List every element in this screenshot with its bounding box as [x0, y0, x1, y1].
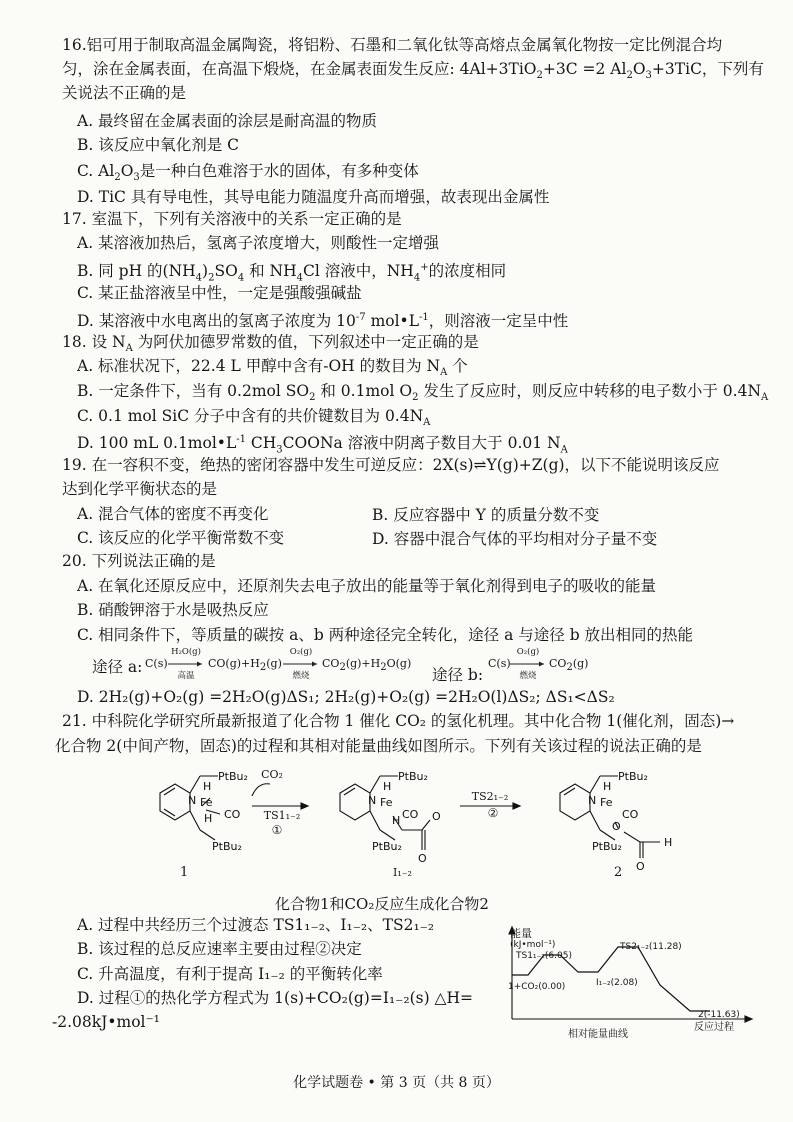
q20-option-c: C. 相同条件下，等质量的碳按 a、b 两种途径完全转化，途径 a 与途径 b 放出相同的热能 — [77, 626, 694, 644]
svg-text:PtBu₂: PtBu₂ — [592, 840, 622, 853]
arrow2-ts-label: TS2₁₋₂ — [471, 790, 509, 803]
q18-option-b: B. 一定条件下，当有 0.2mol $SO_2$ 和 0.1mol $O_2$ 发生了反应时，则反应中转移的电子数小于 $0.4N_A$ — [77, 382, 769, 404]
svg-text:CO: CO — [402, 808, 419, 821]
q21-option-d: D. 过程①的热化学方程式为 1(s)+CO₂(g)=I₁₋₂(s) △H= — [77, 989, 473, 1007]
q19-option-b: B. 反应容器中 Y 的质量分数不变 — [372, 506, 600, 524]
svg-text:Fe: Fe — [200, 796, 213, 809]
plot-ts2-label: TS2₁₋₂(11.28) — [620, 942, 682, 952]
svg-text:CO: CO — [622, 808, 639, 821]
q19-option-a: A. 混合气体的密度不再变化 — [77, 505, 269, 523]
q16-line3: 关说法不正确的是 — [62, 84, 187, 102]
route-b-start: C(s) — [488, 657, 511, 670]
q20-stem: 20. 下列说法正确的是 — [62, 552, 216, 570]
q18-option-a: A. 标准状况下，22.4 L 甲醇中含有-OH 的数目为 $N_A$ 个 — [77, 357, 468, 379]
q21-line2: 化合物 2(中间产物，固态)的过程和其相对能量曲线如图所示。下列有关该过程的说法正确的是 — [55, 737, 702, 755]
route-a-arrow2 — [283, 660, 319, 668]
svg-text:H: H — [203, 780, 212, 793]
compound-2-label: 2 — [614, 865, 623, 880]
q21-option-b: B. 该过程的总反应速率主要由过程②决定 — [77, 940, 362, 958]
plot-caption: 相对能量曲线 — [568, 1029, 628, 1040]
svg-text:CO: CO — [224, 808, 241, 821]
arrow2-step-number: ② — [487, 806, 499, 820]
q16-line2: 匀，涂在金属表面，在高温下煅烧，在金属表面发生反应: 4Al+3TiO$_2$+3C =2 $Al_2O_3+3TiC$，下列有 — [62, 60, 764, 82]
svg-text:N: N — [588, 794, 597, 807]
q19-option-d: D. 容器中混合气体的平均相对分子量不变 — [372, 530, 658, 548]
compound-1-label: 1 — [180, 865, 189, 880]
q19-option-c: C. 该反应的化学平衡常数不变 — [77, 529, 285, 547]
q16-option-c: C. $Al_2O_3$是一种白色难溶于水的固体，有多种变体 — [77, 162, 419, 184]
route-a-start: C(s) — [145, 657, 168, 670]
plot-intermediate-label: I₁₋₂(2.08) — [596, 978, 638, 988]
q18-stem: 18. 设 $N_A$ 为阿伏加德罗常数的值，下列叙述中一定正确的是 — [62, 333, 479, 355]
svg-text:H: H — [664, 836, 673, 849]
plot-y-label: 能量 — [510, 927, 532, 940]
arrow1-reagent: CO₂ — [261, 768, 283, 781]
svg-text:O: O — [612, 820, 621, 833]
q21-option-a: A. 过程中共经历三个过渡态 TS1₁₋₂、I₁₋₂、TS2₁₋₂ — [77, 916, 435, 934]
plot-y-unit: (kJ•mol⁻¹) — [510, 940, 556, 950]
svg-text:H: H — [383, 780, 392, 793]
arrow1-step-number: ① — [271, 823, 283, 837]
route-a-mid: $CO(g)+H_2(g)$ — [208, 657, 282, 674]
svg-text:H: H — [603, 780, 612, 793]
route-a-cond2: 燃烧 — [292, 671, 310, 681]
q17-option-c: C. 某正盐溶液呈中性，一定是强酸强碱盐 — [77, 284, 362, 302]
route-b-label: 途径 b: — [432, 666, 484, 684]
arrow1-ts-label: TS1₁₋₂ — [263, 809, 301, 822]
q16-option-d: D. TiC 具有导电性，其导电能力随温度升高而增强，故表现出金属性 — [77, 188, 550, 206]
reaction-scheme — [140, 758, 720, 893]
q16-line1: 16.铝可用于制取高温金属陶瓷，将铝粉、石墨和二氧化钛等高熔点金属氧化物按一定比例混合均 — [62, 36, 723, 54]
svg-text:PtBu₂: PtBu₂ — [218, 770, 248, 783]
route-a-label: 途径 a: — [92, 658, 143, 676]
q17-stem: 17. 室温下，下列有关溶液中的关系一定正确的是 — [62, 210, 402, 228]
page-footer: 化学试题卷 • 第 3 页（共 8 页） — [293, 1075, 500, 1091]
plot-end-label: 2(-11.63) — [698, 1010, 740, 1020]
plot-ts1-label: TS1₁₋₂(6.05) — [516, 951, 572, 961]
q19-line2: 达到化学平衡状态的是 — [62, 480, 218, 498]
q20-option-b: B. 硝酸钾溶于水是吸热反应 — [77, 601, 269, 619]
svg-text:PtBu₂: PtBu₂ — [212, 840, 242, 853]
svg-text:Fe: Fe — [380, 796, 393, 809]
svg-text:N: N — [368, 794, 377, 807]
svg-text:PtBu₂: PtBu₂ — [372, 840, 402, 853]
svg-text:O: O — [432, 810, 441, 823]
q18-option-d: D. 100 mL $0.1mol•L^{-1}$ $CH_3COONa$ 溶液中阴离子数目大于 0.01 $N_A$ — [77, 434, 568, 456]
svg-text:Fe: Fe — [600, 796, 613, 809]
svg-text:PtBu₂: PtBu₂ — [398, 770, 428, 783]
q17-option-a: A. 某溶液加热后，氢离子浓度增大，则酸性一定增强 — [77, 234, 440, 252]
route-b-arrow — [510, 660, 546, 668]
route-a-cond1: 高温 — [177, 671, 195, 681]
svg-text:O: O — [418, 852, 427, 865]
compound-i-label: I₁₋₂ — [393, 866, 412, 879]
svg-text:O: O — [636, 860, 645, 873]
q17-option-b: B. 同 pH 的$(NH_4)_2SO_4$ 和 $NH_4Cl$ 溶液中，$NH_4^+$的浓度相同 — [77, 262, 507, 284]
q20-option-d: D. 2H₂(g)+O₂(g) =2H₂O(g)ΔS₁; 2H₂(g)+O₂(g) =2H₂O(l)ΔS₂; ΔS₁<ΔS₂ — [77, 688, 615, 706]
svg-text:H: H — [392, 814, 401, 827]
scheme-caption: 化合物1和CO₂反应生成化合物2 — [275, 895, 489, 913]
route-b-reagent: O₂(g) — [516, 647, 540, 657]
svg-text:PtBu₂: PtBu₂ — [618, 770, 648, 783]
svg-text:N: N — [188, 794, 197, 807]
q17-option-d: D. 某溶液中水电离出的氢离子浓度为 $10^{-7}$ $mol•L^{-1}$，则溶液一定呈中性 — [77, 312, 569, 331]
q21-line1: 21. 中科院化学研究所最新报道了化合物 1 催化 CO₂ 的氢化机理。其中化合物 1(催化剂，固态)→ — [62, 712, 735, 730]
q19-line1: 19. 在一容积不变，绝热的密闭容器中发生可逆反应：2X(s)⇌Y(g)+Z(g)，以下不能说明该反应 — [62, 456, 720, 474]
q21-option-d-cont: -2.08kJ•mol⁻¹ — [52, 1013, 160, 1031]
route-a-reagent1: H₂O(g) — [171, 647, 201, 657]
route-a-arrow1 — [168, 660, 204, 668]
q21-option-c: C. 升高温度，有利于提高 I₁₋₂ 的平衡转化率 — [77, 965, 383, 983]
q20-option-a: A. 在氧化还原反应中，还原剂失去电子放出的能量等于氧化剂得到电子的吸收的能量 — [77, 577, 657, 595]
route-b-end: $CO_2(g)$ — [549, 657, 589, 674]
route-a-reagent2: O₂(g) — [289, 647, 313, 657]
plot-x-label: 反应过程 — [694, 1022, 734, 1033]
svg-text:H: H — [204, 812, 213, 825]
route-b-cond: 燃烧 — [519, 671, 537, 681]
q16-option-a: A. 最终留在金属表面的涂层是耐高温的物质 — [77, 112, 378, 130]
q16-option-b: B. 该反应中氧化剂是 C — [77, 136, 240, 154]
q18-option-c: C. 0.1 mol SiC 分子中含有的共价键数目为 $0.4N_A$ — [77, 407, 431, 429]
route-a-end: $CO_2(g)+H_2O(g)$ — [322, 657, 412, 674]
plot-start-label: 1+CO₂(0.00) — [508, 982, 566, 992]
